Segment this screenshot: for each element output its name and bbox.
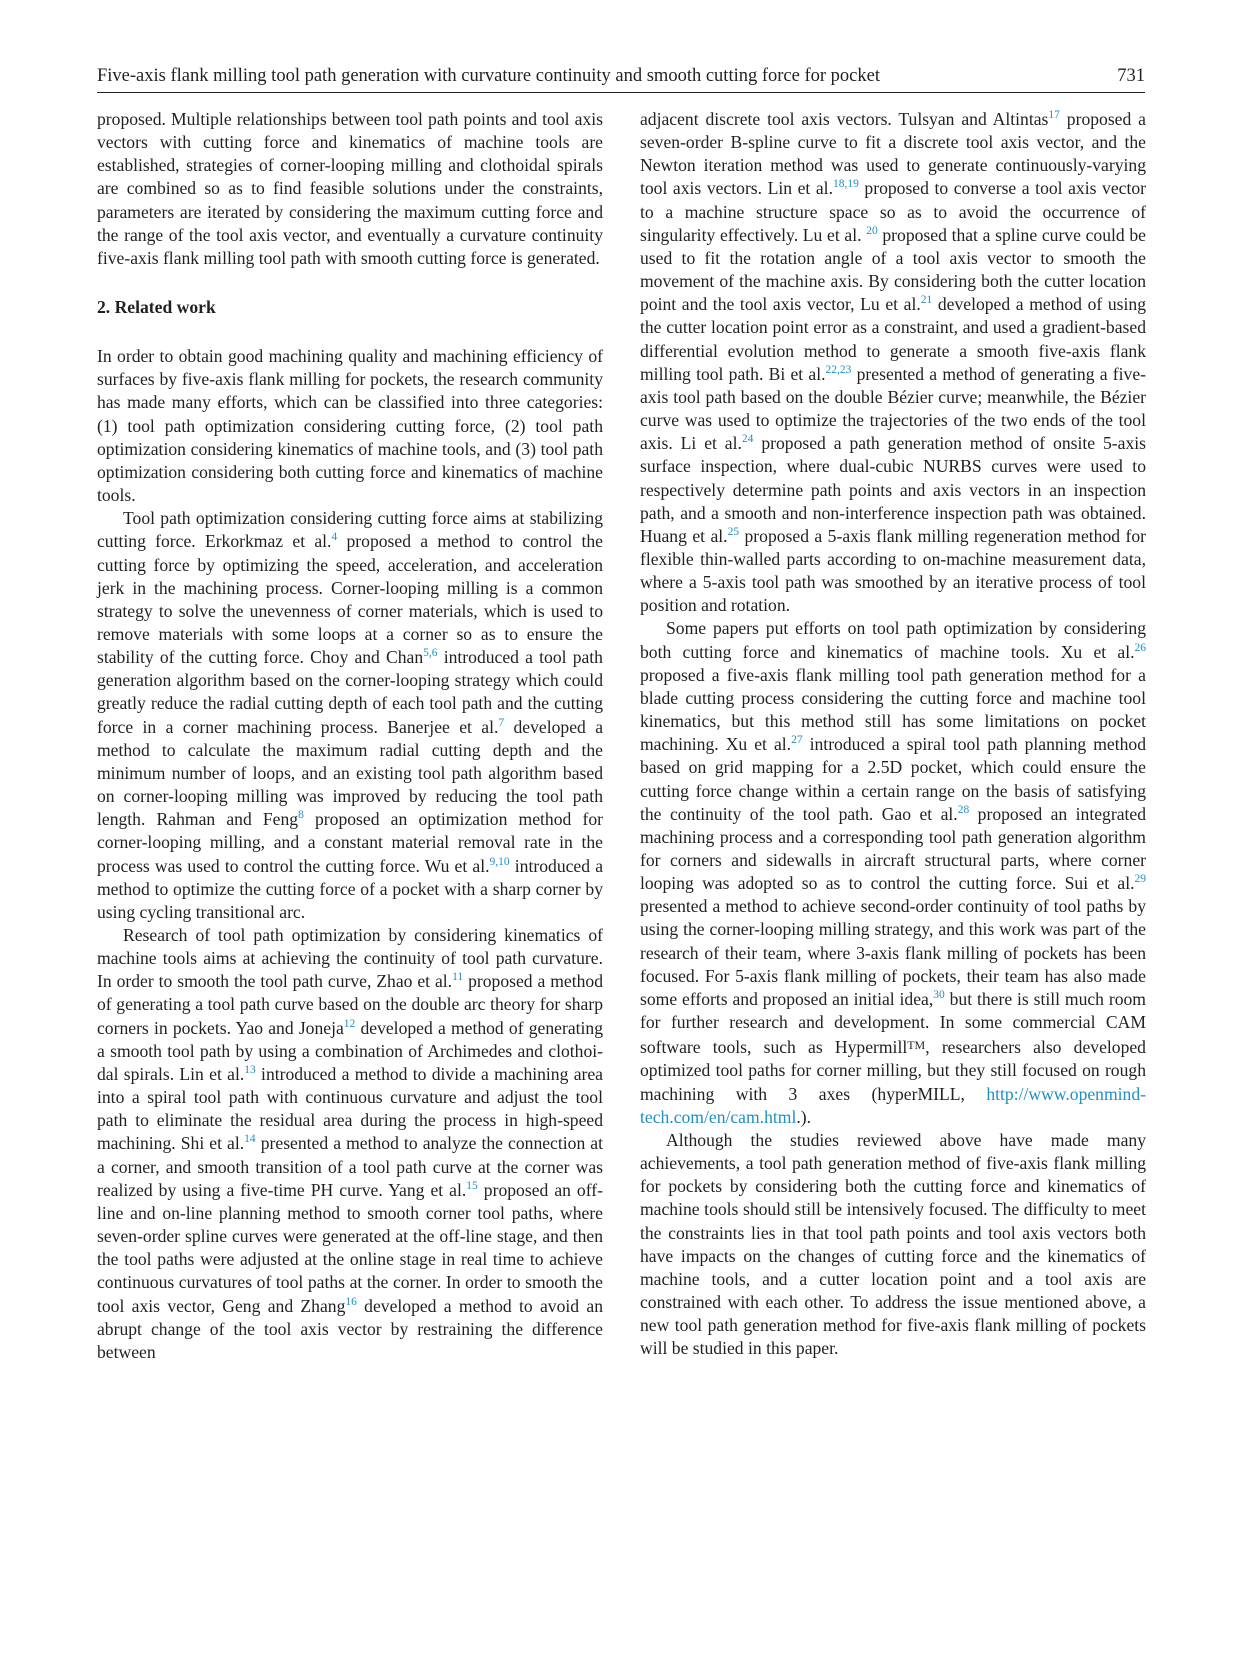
citation-link[interactable]: 11 bbox=[452, 971, 464, 984]
trademark-mark: TM bbox=[907, 1038, 926, 1053]
hypermill-url-link[interactable]: http://www.openmind-tech.com/en/cam.html bbox=[640, 1083, 1146, 1127]
citation-link[interactable]: 14 bbox=[244, 1133, 256, 1146]
paragraph-intro-end: proposed. Multiple relationships between tool path points and tool axis vectors with cutting force and kinematics of machine tools are established, strategies of corner-looping milling and clothoidal spirals are combined so as to find feasible solutions under the constraints, parameters are iterated by considering the maximum cutting force and the range of the tool axis vector, and eventually a curvature continuity five-axis flank milling tool path with smooth cutting force is generated. bbox=[97, 109, 603, 268]
left-column bbox=[97, 108, 603, 1364]
citation-link[interactable]: 25 bbox=[727, 525, 740, 538]
citation-link[interactable]: 21 bbox=[920, 294, 933, 307]
citation-link[interactable]: 26 bbox=[1134, 641, 1146, 654]
right-column bbox=[640, 108, 1146, 1360]
citation-link[interactable]: 24 bbox=[741, 433, 754, 446]
citation-link[interactable]: 20 bbox=[866, 224, 878, 237]
citation-link[interactable]: 5,6 bbox=[423, 647, 438, 660]
citation-link[interactable]: 22,23 bbox=[825, 363, 852, 376]
paragraph-kinematics: Research of tool path optimization by considering kinematics of machine tools aims at achieving the continuity of tool path curvature. In order to smooth the tool path curve, Zhao et al.$^{11}$ proposed a method of generating a tool path curve based on the double arc theory for sharp corners in pockets. Yao and Joneja$^{12}$ developed a method of generating a smooth tool path by using a combination of Archimedes and clothoidal spirals. Lin et al.$^{13}$ introduced a method to divide a machining area into a spiral tool path with continuous curvature and adjust the tool path to eliminate the residual area during the process in high-speed machining. Shi et al.$^{14}$ presented a method to analyze the connection at a corner, and smooth transition of a tool path curve at the corner was realized by using a five-time PH curve. Yang et al.$^{15}$ proposed an off-line and on-line planning method to smooth corner tool paths, where seven-order spline curves were generated at the off-line stage, and then the tool paths were adjusted at the online stage in real time to achieve continuous curvatures of tool paths at the corner. In order to smooth the tool axis vector, Geng and Zhang$^{16}$ developed a method to avoid an abrupt change of the tool axis vector by restraining the difference between bbox=[97, 925, 604, 1362]
paragraph-tool-axis: adjacent discrete tool axis vectors. Tulsyan and Altintas$^{17}$ proposed a seven-order B-spline curve to fit a discrete tool axis vector, and the Newton iteration method was used to generate continuously-varying tool axis vectors. Lin et al.$^{18,19}$ proposed to converse a tool axis vector to a machine structure space so as to avoid the occurrence of singularity effectively. Lu et al. $^{20}$ proposed that a spline curve could be used to fit the rotation angle of a tool axis vector to smooth the movement of the machine axis. By considering both the cutter location point and the tool axis vector, Lu et al.$^{21}$ developed a method of using the cutter location point error as a constraint, and used a gradient-based differential evolution method to generate a smooth five-axis flank milling tool path. Bi et al.$^{22,23}$ presented a method of generating a five-axis tool path based on the double Bézier curve; meanwhile, the Bézier curve was used to optimize the trajectories of the two ends of the tool axis. Li et al.$^{24}$ proposed a path generation method of onsite 5-axis surface inspection, where dual-cubic NURBS curves were used to respectively determine path points and axis vectors in an inspection path, and a smooth and non-interference inspection path was obtained. Huang et al.$^{25}$ proposed a 5-axis flank milling regeneration method for flexible thin-walled parts according to on-machine measurement data, where a 5-axis tool path was smoothed by an iterative process of tool position and rotation. bbox=[640, 109, 1147, 616]
citation-link[interactable]: 27 bbox=[791, 734, 803, 747]
citation-link[interactable]: 15 bbox=[466, 1179, 478, 1192]
citation-link[interactable]: 7 bbox=[498, 716, 505, 729]
paragraph-conclusion: Although the studies reviewed above have made many achievements, a tool path generation method of five-axis flank milling for pockets by considering both the cutting force and kinematics of machine tools should still be intensively focused. The difficulty to meet the constraints lies in that tool path points and tool axis vectors both have impacts on the changes of cutting force and the kinematics of machine tools, and a cutter location point and a tool axis are constrained with each other. To address the issue mentioned above, a new tool path generation method for five-axis flank milling of pockets will be studied in this paper. bbox=[640, 1129, 1146, 1359]
citation-link[interactable]: 13 bbox=[244, 1063, 256, 1076]
citation-link[interactable]: 28 bbox=[957, 803, 970, 816]
citation-link[interactable]: 12 bbox=[343, 1017, 356, 1030]
citation-link[interactable]: 4 bbox=[331, 531, 338, 544]
citation-link[interactable]: 29 bbox=[1134, 873, 1146, 886]
paragraph-combined: Some papers put efforts on tool path optimization by considering both cutting force and kinematics of machine tools. Xu et al.$^{26}$ proposed a five-axis flank milling tool path generation method for a blade cutting process considering the cutting force and machine tool kinematics, but this method still has some limitations on pocket machining. Xu et al.$^{27}$ introduced a spiral tool path planning method based on grid mapping for a 2.5D pocket, which could ensure the cutting force change within a certain range on the basis of satisfying the continuity of the tool path. Gao et al.$^{28}$ proposed an integrated machining process and a corresponding tool path generation algorithm for corners and sidewalls in aircraft structural parts, where corner looping was adopted so as to control the cutting force. Sui et al.$^{29}$ presented a method to achieve second-order continuity of tool paths by using the corner-looping milling strategy, and this work was part of the research of their team, where 3-axis flank milling of pockets has been focused. For 5-axis flank milling of pockets, their team has also made some efforts and proposed an initial idea,$^{30}$ but there is still much room for further research and development. In some commercial CAM software tools, such as Hypermill™, researchers also developed optimized tool paths for corner milling, but they still focused on rough machining with 3 axes (hyperMILL, http://www.openmind-tech.com/en/cam.html.). bbox=[640, 618, 1146, 1127]
citation-link[interactable]: 18,19 bbox=[832, 178, 859, 191]
page-number: 731 bbox=[1117, 66, 1145, 86]
paragraph-categories: In order to obtain good machining quality and machining efficiency of surfaces by five-axis flank milling for pockets, the research community has made many efforts, which can be classified into three categories: (1) tool path optimization considering cutting force, (2) tool path optimization considering kinematics of machine tools, and (3) tool path optimization considering both cutting force and kinematics of machine tools. bbox=[97, 346, 603, 506]
paragraph-cutting-force: Tool path optimization considering cutting force aims at stabilizing cutting force. Erkorkmaz et al.$^4$ proposed a method to control the cutting force by optimizing the speed, acceleration, and acceleration jerk in the machining process. Corner-looping milling is a common strategy to solve the unevenness of corner materials, which is used to remove materials with some loops at a corner so as to ensure the stability of the cutting force. Choy and Chan$^{5,6}$ introduced a tool path generation algorithm based on the corner-looping strategy which could greatly reduce the radial cutting depth of each tool path and the cutting force in a corner machining process. Banerjee et al.$^7$ developed a method to calculate the maximum radial cutting depth and the minimum number of loops, and an existing tool path algorithm based on corner-looping milling was improved by reducing the tool path length. Rahman and Feng$^8$ proposed an optimization method for corner-looping milling, and a constant material removal rate in the process was used to control the cutting force. Wu et al.$^{9,10}$ introduced a method to optimize the cutting force of a pocket with a sharp corner by using cycling transitional arc. bbox=[97, 508, 604, 922]
citation-link[interactable]: 16 bbox=[345, 1295, 357, 1308]
section-heading: 2. Related work bbox=[97, 297, 216, 318]
citation-link[interactable]: 9,10 bbox=[489, 855, 510, 868]
citation-link[interactable]: 8 bbox=[298, 809, 304, 822]
running-title: Five-axis flank milling tool path generation with curvature continuity and smooth cutting force for pocket bbox=[97, 66, 880, 86]
citation-link[interactable]: 17 bbox=[1048, 109, 1060, 121]
running-header bbox=[97, 64, 1145, 93]
citation-link[interactable]: 30 bbox=[933, 988, 945, 1001]
